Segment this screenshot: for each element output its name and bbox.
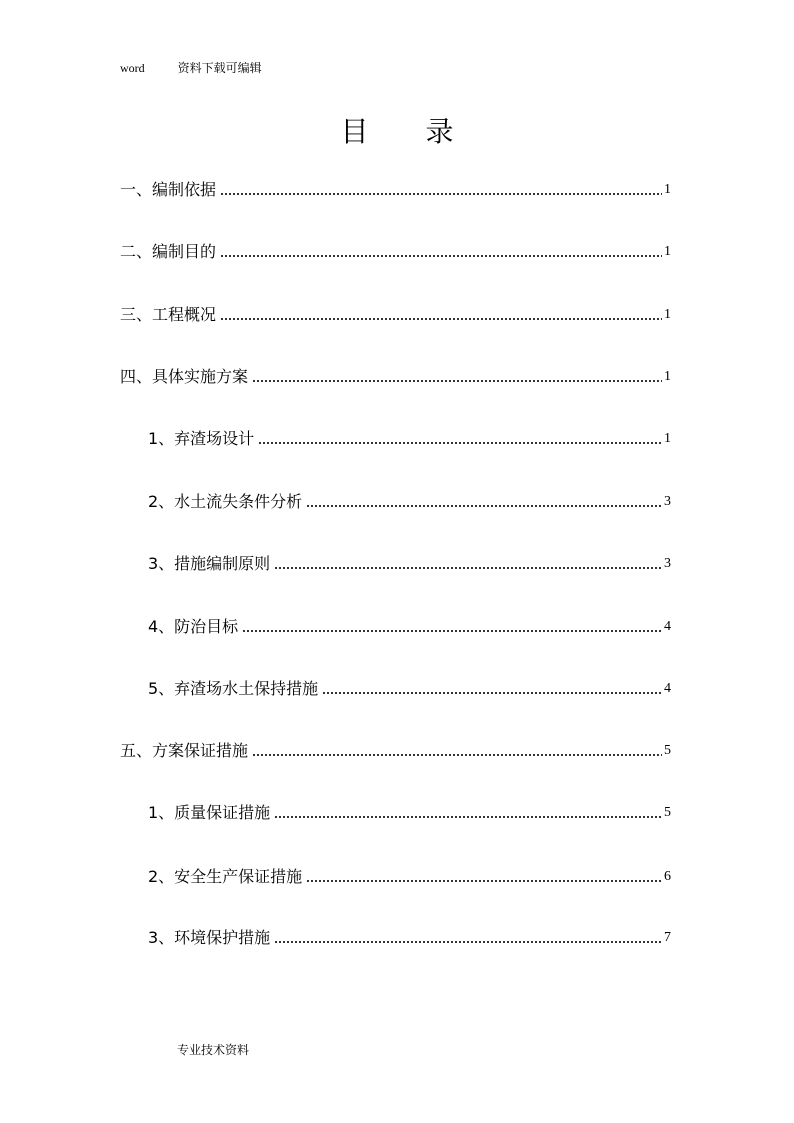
- toc-entry-8[interactable]: [148, 616, 671, 638]
- page-footer: 专业技术资料: [177, 1043, 250, 1057]
- toc-entry-label: 3、环境保护措施: [148, 928, 271, 947]
- toc-entry-page: 7: [664, 930, 671, 945]
- toc-entry-12[interactable]: [148, 866, 671, 888]
- toc-entry-10[interactable]: [120, 740, 671, 762]
- toc-entry-page: 3: [664, 556, 671, 571]
- toc-entry-page: 4: [664, 619, 671, 634]
- toc-entry-13[interactable]: [148, 927, 671, 949]
- toc-entry-5[interactable]: [148, 428, 671, 450]
- toc-dot-leader: [274, 567, 662, 569]
- toc-entry-9[interactable]: [148, 678, 671, 700]
- toc-entry-3[interactable]: [120, 304, 671, 326]
- toc-entry-page: 1: [664, 307, 671, 322]
- toc-dot-leader: [252, 754, 662, 756]
- toc-entry-label: 二、编制目的: [120, 242, 217, 261]
- toc-entry-7[interactable]: [148, 553, 671, 575]
- toc-entry-label: 2、水土流失条件分析: [148, 492, 303, 511]
- toc-dot-leader: [220, 318, 662, 320]
- toc-entry-label: 三、工程概况: [120, 305, 217, 324]
- toc-dot-leader: [322, 692, 662, 694]
- toc-entry-label: 5、弃渣场水土保持措施: [148, 679, 319, 698]
- header-note: 资料下载可编辑: [177, 61, 262, 75]
- toc-dot-leader: [306, 505, 662, 507]
- toc-entry-label: 4、防治目标: [148, 617, 239, 636]
- toc-entry-4[interactable]: [120, 366, 671, 388]
- toc-entry-label: 2、安全生产保证措施: [148, 867, 303, 886]
- toc-entry-page: 3: [664, 494, 671, 509]
- toc-entry-label: 五、方案保证措施: [120, 741, 249, 760]
- toc-entry-page: 5: [664, 805, 671, 820]
- toc-title: 目 录: [340, 115, 478, 148]
- toc-dot-leader: [252, 380, 662, 382]
- toc-entry-6[interactable]: [148, 491, 671, 513]
- toc-entry-page: 1: [664, 182, 671, 197]
- toc-entry-1[interactable]: [120, 179, 671, 201]
- toc-entry-label: 四、具体实施方案: [120, 367, 249, 386]
- toc-entry-page: 1: [664, 244, 671, 259]
- toc-dot-leader: [274, 941, 662, 943]
- toc-entry-page: 4: [664, 681, 671, 696]
- toc-entry-page: 1: [664, 369, 671, 384]
- toc-entry-label: 一、编制依据: [120, 180, 217, 199]
- page-header: [120, 59, 262, 76]
- toc-entry-label: 3、措施编制原则: [148, 554, 271, 573]
- toc-entry-label: 1、弃渣场设计: [148, 429, 255, 448]
- toc-dot-leader: [242, 630, 662, 632]
- toc-entry-page: 5: [664, 743, 671, 758]
- toc-entry-2[interactable]: [120, 241, 671, 263]
- toc-dot-leader: [274, 816, 662, 818]
- toc-entry-label: 1、质量保证措施: [148, 803, 271, 822]
- toc-entry-11[interactable]: [148, 802, 671, 824]
- toc-dot-leader: [220, 255, 662, 257]
- toc-entry-page: 6: [664, 869, 671, 884]
- toc-dot-leader: [306, 880, 662, 882]
- header-word-label: word: [120, 61, 145, 75]
- toc-entry-page: 1: [664, 431, 671, 446]
- toc-dot-leader: [258, 442, 662, 444]
- toc-dot-leader: [220, 193, 662, 195]
